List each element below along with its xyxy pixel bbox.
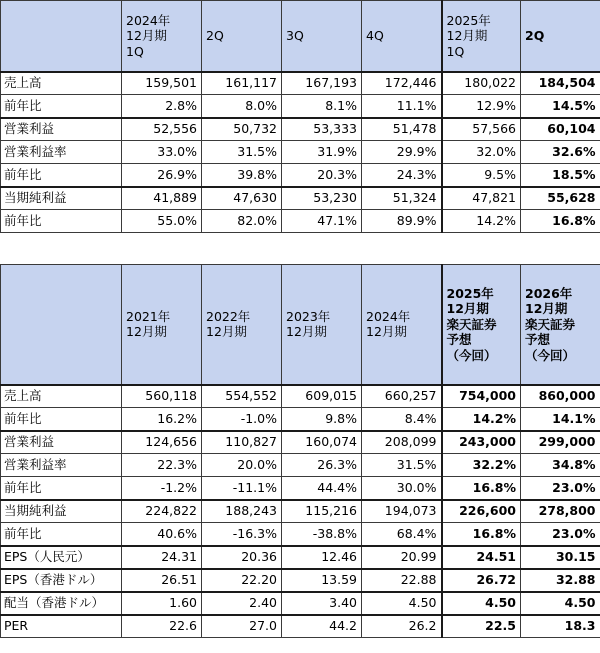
table-row — [1, 385, 600, 408]
table-cell: 53,333 — [282, 118, 362, 141]
row-label: EPS（香港ドル） — [1, 569, 122, 592]
table-cell: 89.9% — [362, 210, 442, 233]
annual-results-forecast-table — [0, 264, 600, 638]
quarterly-results-table — [0, 0, 600, 233]
row-label: 前年比 — [1, 523, 122, 546]
row-label: EPS（人民元） — [1, 546, 122, 569]
header-cell: 4Q — [362, 1, 442, 72]
table-cell: 32.6% — [521, 141, 600, 164]
table-cell: 12.9% — [442, 95, 521, 118]
table-cell: 30.15 — [521, 546, 600, 569]
table-cell: 194,073 — [362, 500, 442, 523]
table-cell: 8.0% — [202, 95, 282, 118]
table-row — [1, 408, 600, 431]
table-cell: -38.8% — [282, 523, 362, 546]
table-cell: 180,022 — [442, 72, 521, 95]
row-label: 前年比 — [1, 408, 122, 431]
table-cell: 57,566 — [442, 118, 521, 141]
table-row — [1, 454, 600, 477]
table-cell: 188,243 — [202, 500, 282, 523]
table-cell: 224,822 — [122, 500, 202, 523]
table-cell: 1.60 — [122, 592, 202, 615]
table-cell: 22.88 — [362, 569, 442, 592]
table-cell: 41,889 — [122, 187, 202, 210]
table-cell: 299,000 — [521, 431, 600, 454]
table-cell: 22.6 — [122, 615, 202, 638]
table-cell: 554,552 — [202, 385, 282, 408]
table-row — [1, 477, 600, 500]
table-cell: 8.4% — [362, 408, 442, 431]
table-cell: 11.1% — [362, 95, 442, 118]
table-cell: 160,074 — [282, 431, 362, 454]
row-label: 前年比 — [1, 95, 122, 118]
table-cell: 560,118 — [122, 385, 202, 408]
header-cell: 2025年 12月期 1Q — [442, 1, 521, 72]
header-cell: 2021年 12月期 — [122, 265, 202, 385]
table-cell: 26.2 — [362, 615, 442, 638]
table-cell: 55.0% — [122, 210, 202, 233]
table-cell: 226,600 — [442, 500, 521, 523]
table-row — [1, 569, 600, 592]
table-row — [1, 431, 600, 454]
table-cell: 16.8% — [521, 210, 600, 233]
table-cell: 4.50 — [521, 592, 600, 615]
table-row — [1, 615, 600, 638]
header-cell: 2024年 12月期 — [362, 265, 442, 385]
table-cell: 24.3% — [362, 164, 442, 187]
table-cell: 609,015 — [282, 385, 362, 408]
table-cell: 22.20 — [202, 569, 282, 592]
row-label: 当期純利益 — [1, 500, 122, 523]
table-row — [1, 118, 600, 141]
table-cell: 172,446 — [362, 72, 442, 95]
table-cell: 33.0% — [122, 141, 202, 164]
table-cell: 860,000 — [521, 385, 600, 408]
table-cell: -1.2% — [122, 477, 202, 500]
table-cell: 52,556 — [122, 118, 202, 141]
header-cell: 2024年 12月期 1Q — [122, 1, 202, 72]
table-cell: 47,821 — [442, 187, 521, 210]
table-cell: 18.5% — [521, 164, 600, 187]
table-cell: 40.6% — [122, 523, 202, 546]
row-label: 前年比 — [1, 477, 122, 500]
table-row — [1, 187, 600, 210]
table-row — [1, 523, 600, 546]
table-cell: 29.9% — [362, 141, 442, 164]
table-header-row — [1, 265, 600, 385]
table-row — [1, 500, 600, 523]
table-cell: -11.1% — [202, 477, 282, 500]
table-cell: 22.5 — [442, 615, 521, 638]
table-cell: 44.4% — [282, 477, 362, 500]
table-cell: 50,732 — [202, 118, 282, 141]
table-cell: 24.51 — [442, 546, 521, 569]
table-cell: 26.3% — [282, 454, 362, 477]
table-cell: 13.59 — [282, 569, 362, 592]
table-cell: 31.5% — [202, 141, 282, 164]
table-cell: 20.0% — [202, 454, 282, 477]
table-cell: 9.8% — [282, 408, 362, 431]
table-cell: 159,501 — [122, 72, 202, 95]
table-cell: 51,324 — [362, 187, 442, 210]
row-label: 営業利益 — [1, 431, 122, 454]
table-cell: 47.1% — [282, 210, 362, 233]
table-cell: 32.88 — [521, 569, 600, 592]
table-cell: 243,000 — [442, 431, 521, 454]
table-cell: 26.9% — [122, 164, 202, 187]
header-cell-forecast: 2025年 12月期 楽天証券 予想 （今回） — [442, 265, 521, 385]
table-cell: 68.4% — [362, 523, 442, 546]
table-cell: 3.40 — [282, 592, 362, 615]
row-label: 営業利益率 — [1, 454, 122, 477]
header-cell: 2Q — [202, 1, 282, 72]
table-cell: 23.0% — [521, 523, 600, 546]
header-corner-cell — [1, 1, 122, 72]
table-cell: 23.0% — [521, 477, 600, 500]
row-label: 売上高 — [1, 385, 122, 408]
table-cell: 2.40 — [202, 592, 282, 615]
header-cell: 2023年 12月期 — [282, 265, 362, 385]
table-cell: 44.2 — [282, 615, 362, 638]
table-row — [1, 141, 600, 164]
table-cell: 26.51 — [122, 569, 202, 592]
table-cell: 82.0% — [202, 210, 282, 233]
table-cell: 110,827 — [202, 431, 282, 454]
table-cell: 31.9% — [282, 141, 362, 164]
table-row — [1, 72, 600, 95]
table-cell: 660,257 — [362, 385, 442, 408]
table-cell: 4.50 — [362, 592, 442, 615]
table-cell: 14.5% — [521, 95, 600, 118]
table-cell: 754,000 — [442, 385, 521, 408]
table-cell: 20.99 — [362, 546, 442, 569]
table-header-row — [1, 1, 600, 72]
table-cell: 16.2% — [122, 408, 202, 431]
row-label: 前年比 — [1, 164, 122, 187]
table-cell: 14.2% — [442, 210, 521, 233]
table-cell: 51,478 — [362, 118, 442, 141]
table-cell: 2.8% — [122, 95, 202, 118]
header-cell-current: 2Q — [521, 1, 600, 72]
row-label: PER — [1, 615, 122, 638]
table-cell: 208,099 — [362, 431, 442, 454]
row-label: 配当（香港ドル） — [1, 592, 122, 615]
table-cell: 9.5% — [442, 164, 521, 187]
table-row — [1, 164, 600, 187]
table-cell: 39.8% — [202, 164, 282, 187]
table-cell: 27.0 — [202, 615, 282, 638]
table-cell: 16.8% — [442, 523, 521, 546]
header-cell: 3Q — [282, 1, 362, 72]
table-cell: 32.2% — [442, 454, 521, 477]
header-cell: 2022年 12月期 — [202, 265, 282, 385]
table-cell: 20.3% — [282, 164, 362, 187]
table-cell: 26.72 — [442, 569, 521, 592]
table-cell: 167,193 — [282, 72, 362, 95]
table-cell: 22.3% — [122, 454, 202, 477]
table-cell: 16.8% — [442, 477, 521, 500]
table-row — [1, 95, 600, 118]
table-cell: 184,504 — [521, 72, 600, 95]
table-row — [1, 546, 600, 569]
table-cell: 31.5% — [362, 454, 442, 477]
table-cell: 20.36 — [202, 546, 282, 569]
table-cell: 60,104 — [521, 118, 600, 141]
row-label: 営業利益率 — [1, 141, 122, 164]
row-label: 営業利益 — [1, 118, 122, 141]
table-cell: 47,630 — [202, 187, 282, 210]
table-cell: 115,216 — [282, 500, 362, 523]
table-cell: 124,656 — [122, 431, 202, 454]
table-cell: -16.3% — [202, 523, 282, 546]
table-row — [1, 210, 600, 233]
table-cell: 24.31 — [122, 546, 202, 569]
row-label: 売上高 — [1, 72, 122, 95]
row-label: 前年比 — [1, 210, 122, 233]
table-cell: 14.1% — [521, 408, 600, 431]
row-label: 当期純利益 — [1, 187, 122, 210]
table-row — [1, 592, 600, 615]
header-corner-cell — [1, 265, 122, 385]
table-cell: -1.0% — [202, 408, 282, 431]
table-cell: 4.50 — [442, 592, 521, 615]
table-cell: 14.2% — [442, 408, 521, 431]
table-cell: 12.46 — [282, 546, 362, 569]
table-cell: 8.1% — [282, 95, 362, 118]
table-cell: 161,117 — [202, 72, 282, 95]
table-cell: 34.8% — [521, 454, 600, 477]
table-cell: 18.3 — [521, 615, 600, 638]
table-cell: 53,230 — [282, 187, 362, 210]
table-cell: 30.0% — [362, 477, 442, 500]
table-cell: 55,628 — [521, 187, 600, 210]
header-cell-forecast: 2026年 12月期 楽天証券 予想 （今回） — [521, 265, 600, 385]
table-cell: 278,800 — [521, 500, 600, 523]
table-cell: 32.0% — [442, 141, 521, 164]
